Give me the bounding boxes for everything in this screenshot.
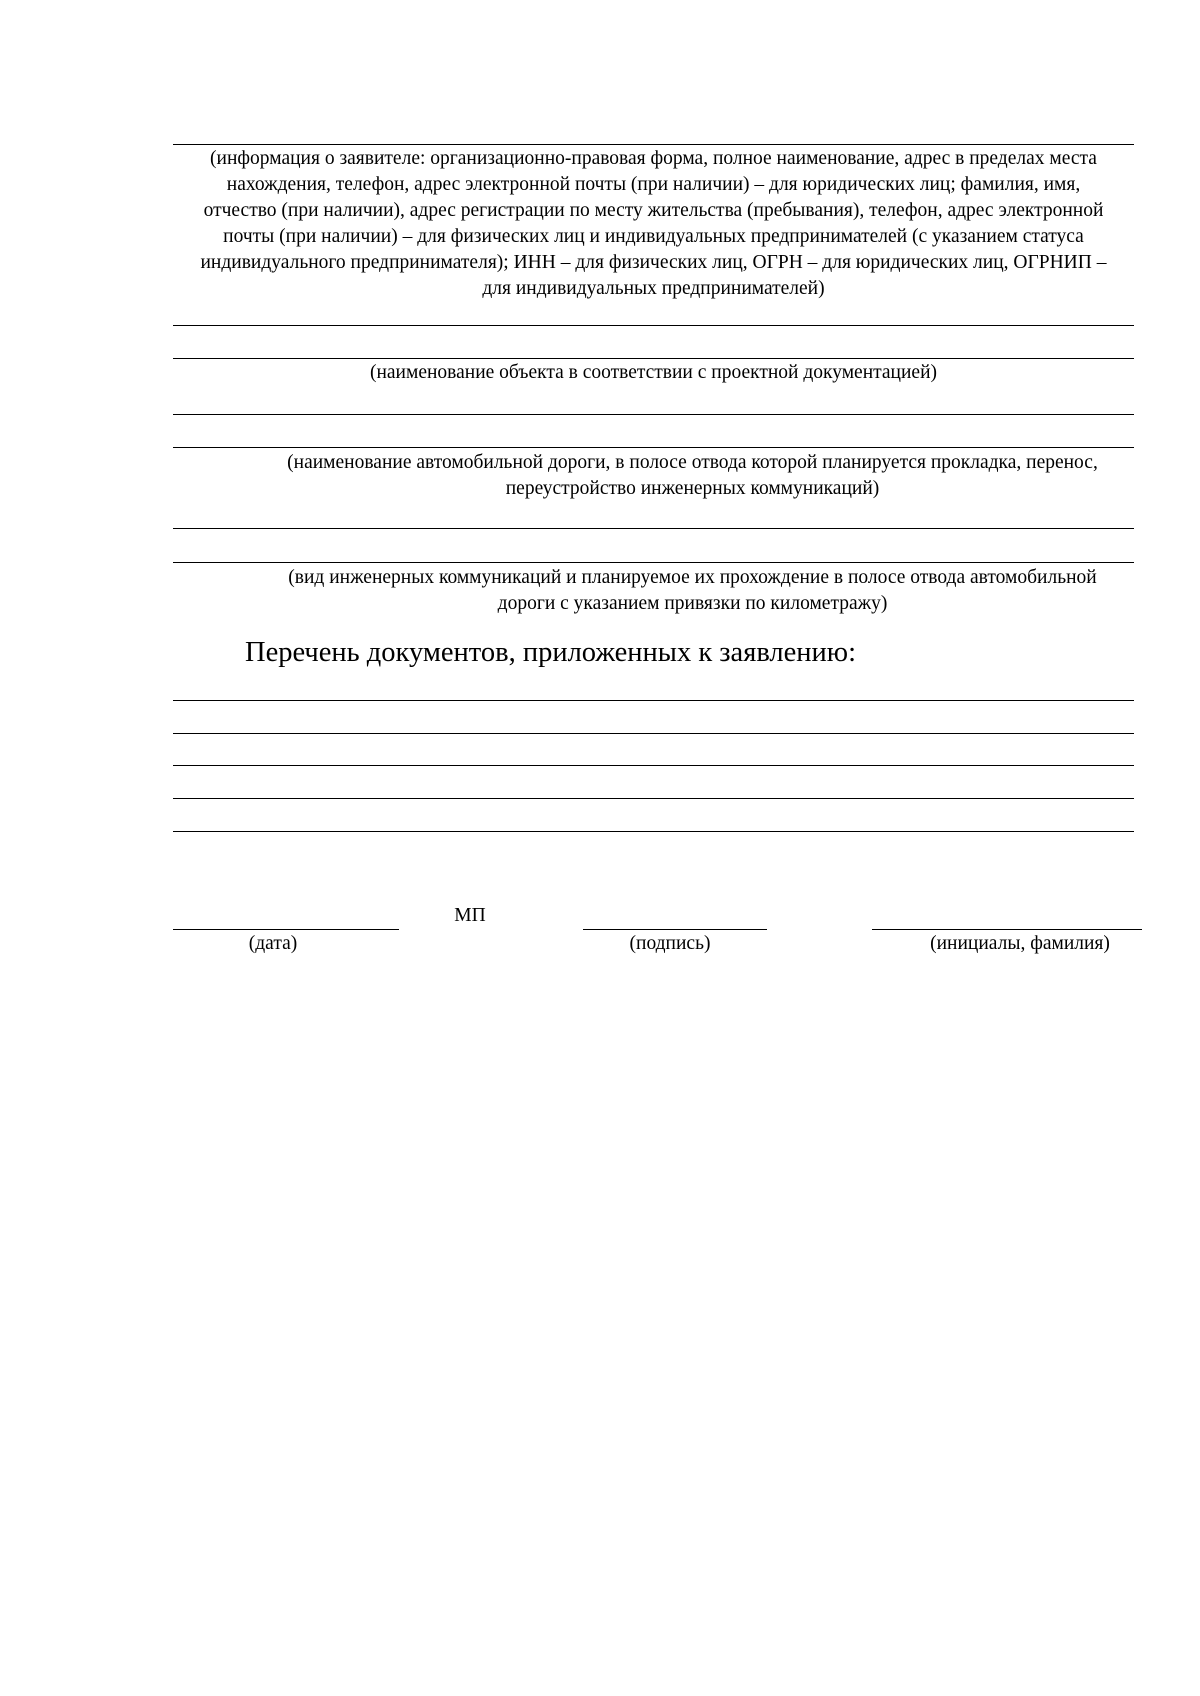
- caption-line: дороги с указанием привязки по километражу): [497, 593, 888, 614]
- documents-list-line-2[interactable]: [173, 733, 1134, 734]
- documents-list-line-4[interactable]: [173, 798, 1134, 799]
- communications-line-1[interactable]: [173, 528, 1134, 529]
- date-line[interactable]: [173, 929, 399, 930]
- documents-heading: Перечень документов, приложенных к заявлению:: [245, 637, 856, 668]
- road-name-line-2[interactable]: [173, 447, 1134, 448]
- road-name-line-1[interactable]: [173, 414, 1134, 415]
- caption-line: индивидуального предпринимателя); ИНН – для физических лиц, ОГРН – для юридических лиц, ОГРНИП –: [200, 252, 1107, 273]
- signature-line[interactable]: [583, 929, 767, 930]
- object-name-caption: (наименование объекта в соответствии с проектной документацией): [369, 362, 938, 383]
- communications-caption: [250, 565, 1135, 617]
- communications-line-2[interactable]: [173, 562, 1134, 563]
- signature-label: (подпись): [629, 933, 711, 954]
- caption-line: (вид инженерных коммуникаций и планируемое их прохождение в полосе отвода автомобильной: [288, 567, 1097, 588]
- caption-line: отчество (при наличии), адрес регистрации по месту жительства (пребывания), телефон, адрес электронной: [203, 200, 1104, 221]
- stamp-label: МП: [454, 905, 486, 926]
- caption-line: для индивидуальных предпринимателей): [482, 278, 825, 299]
- name-line[interactable]: [872, 929, 1142, 930]
- caption-line: почты (при наличии) – для физических лиц и индивидуальных предпринимателей (с указанием статуса: [223, 226, 1084, 247]
- object-name-line-1[interactable]: [173, 325, 1134, 326]
- object-name-line-2[interactable]: [173, 358, 1134, 359]
- road-name-caption: [250, 450, 1135, 502]
- applicant-info-caption: [168, 146, 1139, 302]
- documents-list-line-1[interactable]: [173, 700, 1134, 701]
- caption-line: (информация о заявителе: организационно-правовая форма, полное наименование, адрес в пределах места: [210, 148, 1097, 169]
- caption-line: (наименование автомобильной дороги, в полосе отвода которой планируется прокладка, перенос,: [287, 452, 1098, 473]
- caption-line: нахождения, телефон, адрес электронной почты (при наличии) – для юридических лиц; фамилия, имя,: [226, 174, 1081, 195]
- caption-line: переустройство инженерных коммуникаций): [505, 478, 880, 499]
- documents-list-line-5[interactable]: [173, 831, 1134, 832]
- applicant-info-line[interactable]: [173, 144, 1134, 145]
- documents-list-line-3[interactable]: [173, 765, 1134, 766]
- date-label: (дата): [248, 933, 298, 954]
- name-label: (инициалы, фамилия): [930, 933, 1110, 954]
